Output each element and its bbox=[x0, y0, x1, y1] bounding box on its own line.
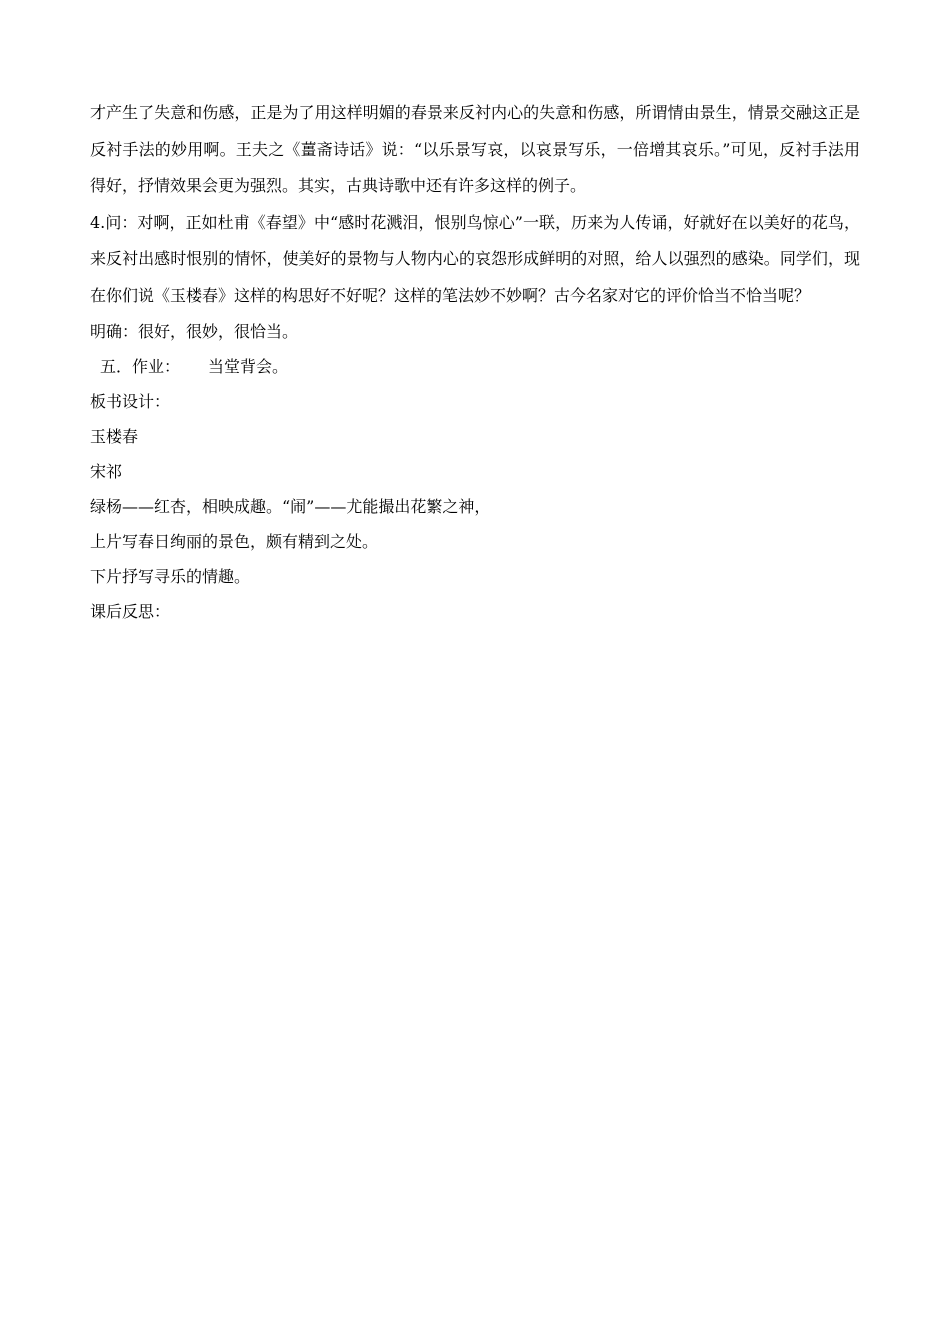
homework-text: 当堂背会。 bbox=[208, 357, 289, 376]
board-line-3: 下片抒写寻乐的情趣。 bbox=[90, 567, 251, 586]
board-design-heading: 板书设计： bbox=[90, 392, 171, 411]
poem-author: 宋祁 bbox=[90, 462, 123, 481]
homework-label: 五．作业： bbox=[100, 357, 181, 376]
board-line-1: 绿杨——红杏，相映成趣。“闹”——尤能撮出花繁之神， bbox=[90, 497, 491, 516]
answer-line: 明确：很好，很妙，很恰当。 bbox=[90, 322, 299, 341]
poem-title: 玉楼春 bbox=[90, 427, 139, 446]
document-body bbox=[90, 95, 860, 629]
board-line-2: 上片写春日绚丽的景色，颇有精到之处。 bbox=[90, 532, 379, 551]
paragraph-2: 4.问：对啊，正如杜甫《春望》中“感时花溅泪，恨别鸟惊心”一联，历来为人传诵，好就好在以美好的花鸟，来反衬出感时恨别的情怀，使美好的景物与人物内心的哀怨形成鲜明的对照，给人以强烈的感染。同学们，现在你们说《玉楼春》这样的构思好不好呢？这样的笔法妙不妙啊？古今名家对它的评价恰当不恰当呢？ bbox=[90, 212, 860, 305]
paragraph-1: 才产生了失意和伤感，正是为了用这样明媚的春景来反衬内心的失意和伤感，所谓情由景生，情景交融这正是反衬手法的妙用啊。王夫之《薑斋诗话》说：“以乐景写哀，以哀景写乐，一倍增其哀乐。”可见，反衬手法用得好，抒情效果会更为强烈。其实，古典诗歌中还有许多这样的例子。 bbox=[90, 103, 860, 195]
homework-line bbox=[90, 349, 860, 384]
reflection-heading: 课后反思： bbox=[90, 602, 171, 621]
